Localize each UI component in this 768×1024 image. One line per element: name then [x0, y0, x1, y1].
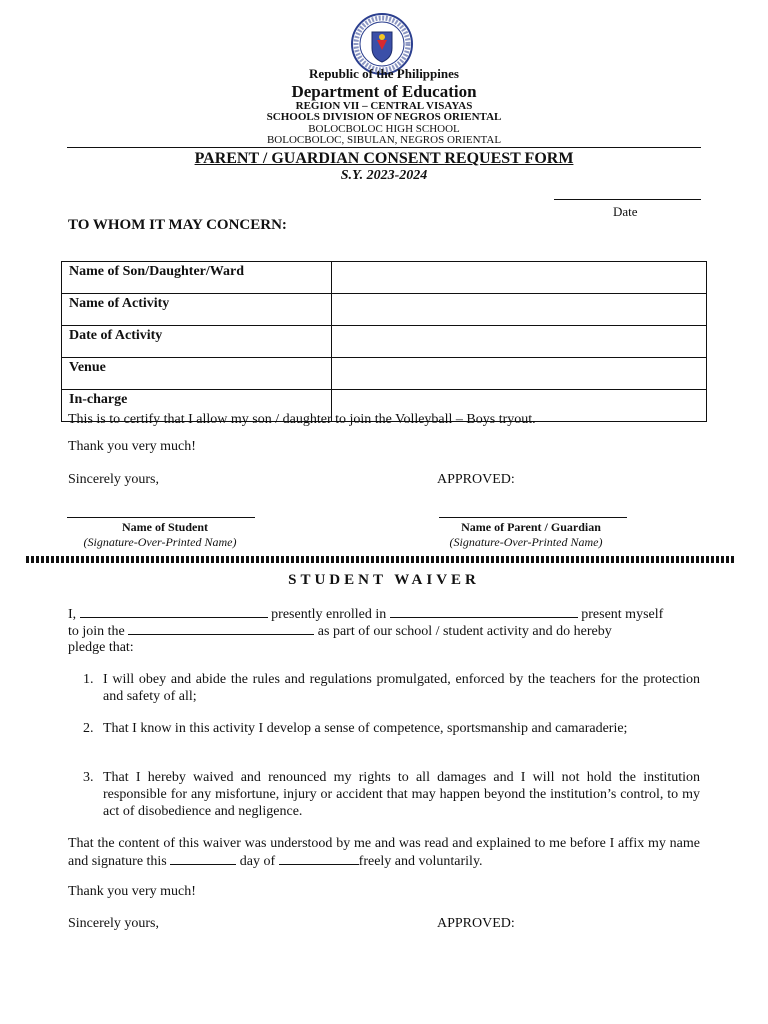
- row-value-field[interactable]: [332, 262, 707, 294]
- row-label: Name of Activity: [62, 294, 332, 326]
- header-divider: [67, 147, 701, 148]
- school-year: S.Y. 2023-2024: [340, 168, 428, 183]
- waiver-closing-1: That the content of this waiver was understood by me and was read and explained to me before I affix my name and signature this: [68, 836, 700, 869]
- row-value-field[interactable]: [332, 326, 707, 358]
- salutation: TO WHOM IT MAY CONCERN:: [68, 217, 287, 233]
- certify-statement: This is to certify that I allow my son / daughter to join the Volleyball – Boys tryout.: [68, 412, 536, 427]
- division-heading: SCHOOLS DIVISION OF NEGROS ORIENTAL: [266, 111, 502, 123]
- month-blank[interactable]: [279, 852, 359, 865]
- row-label: Name of Son/Daughter/Ward: [62, 262, 332, 294]
- list-item: [83, 671, 700, 705]
- date-label: Date: [613, 204, 638, 219]
- row-label: Venue: [62, 358, 332, 390]
- waiver-intro-pledge: pledge that:: [68, 640, 134, 655]
- student-signature-line[interactable]: [67, 517, 255, 518]
- waiver-closing-3: freely and voluntarily.: [358, 854, 483, 869]
- day-blank[interactable]: [170, 852, 236, 865]
- student-signature-label: Name of Student: [122, 520, 208, 534]
- table-row: [62, 358, 707, 390]
- waiver-intro-enrolled: presently enrolled in: [271, 607, 387, 622]
- waiver-sincerely: Sincerely yours,: [68, 916, 159, 931]
- list-item-number: 2.: [83, 721, 94, 736]
- list-item-number: 1.: [83, 672, 94, 687]
- student-signature-caption: (Signature-Over-Printed Name): [83, 535, 237, 549]
- waiver-intro-present: present myself: [581, 607, 664, 622]
- row-value-field[interactable]: [332, 294, 707, 326]
- list-item-number: 3.: [83, 770, 94, 785]
- sincerely-text: Sincerely yours,: [68, 472, 159, 487]
- region-heading: REGION VII – CENTRAL VISAYAS: [295, 100, 473, 112]
- row-label: Date of Activity: [62, 326, 332, 358]
- form-title: PARENT / GUARDIAN CONSENT REQUEST FORM: [194, 150, 574, 167]
- activity-info-table: [61, 261, 707, 422]
- waiver-thanks: Thank you very much!: [68, 884, 196, 899]
- table-row: [62, 262, 707, 294]
- parent-signature-label: Name of Parent / Guardian: [461, 520, 601, 534]
- date-field-line[interactable]: [554, 199, 701, 200]
- waiver-intro-join: to join the: [68, 624, 125, 639]
- table-row: [62, 294, 707, 326]
- republic-heading: Republic of the Philippines: [309, 66, 459, 81]
- list-item-text: That I know in this activity I develop a sense of competence, sportsmanship and camaraderie;: [103, 721, 628, 736]
- row-value-field[interactable]: [332, 358, 707, 390]
- approved-text: APPROVED:: [437, 472, 515, 487]
- list-item-text: I will obey and abide the rules and regulations promulgated, enforced by the teachers for the protection and safety of all;: [103, 672, 700, 704]
- list-item: [83, 769, 700, 820]
- list-item: [83, 720, 700, 737]
- activity-name-blank[interactable]: [128, 622, 314, 635]
- enrolled-in-blank[interactable]: [390, 605, 578, 618]
- waiver-intro-line-1: [68, 605, 700, 623]
- waiver-intro-part: as part of our school / student activity and do hereby: [317, 624, 612, 639]
- parent-signature-caption: (Signature-Over-Printed Name): [449, 535, 603, 549]
- waiver-closing: [68, 835, 700, 870]
- parent-signature-line[interactable]: [439, 517, 627, 518]
- waiver-intro-line-2: [68, 622, 700, 640]
- list-item-text: That I hereby waived and renounced my rights to all damages and I will not hold the institution responsible for any misfortune, injury or accident that may happen beyond the institution’s control, to my act of disobedience and negligence.: [103, 770, 700, 819]
- row-label: In-charge: [62, 390, 332, 422]
- waiver-intro-i: I,: [68, 607, 77, 622]
- school-name: BOLOCBOLOC HIGH SCHOOL: [308, 123, 460, 135]
- cut-line-divider: [26, 555, 734, 563]
- student-name-blank[interactable]: [80, 605, 268, 618]
- waiver-title: STUDENT WAIVER: [288, 572, 480, 588]
- department-heading: Department of Education: [291, 82, 477, 101]
- school-address: BOLOCBOLOC, SIBULAN, NEGROS ORIENTAL: [266, 134, 502, 146]
- table-row: [62, 326, 707, 358]
- thanks-text: Thank you very much!: [68, 439, 196, 454]
- waiver-approved: APPROVED:: [437, 916, 515, 931]
- waiver-closing-2: day of: [239, 854, 276, 869]
